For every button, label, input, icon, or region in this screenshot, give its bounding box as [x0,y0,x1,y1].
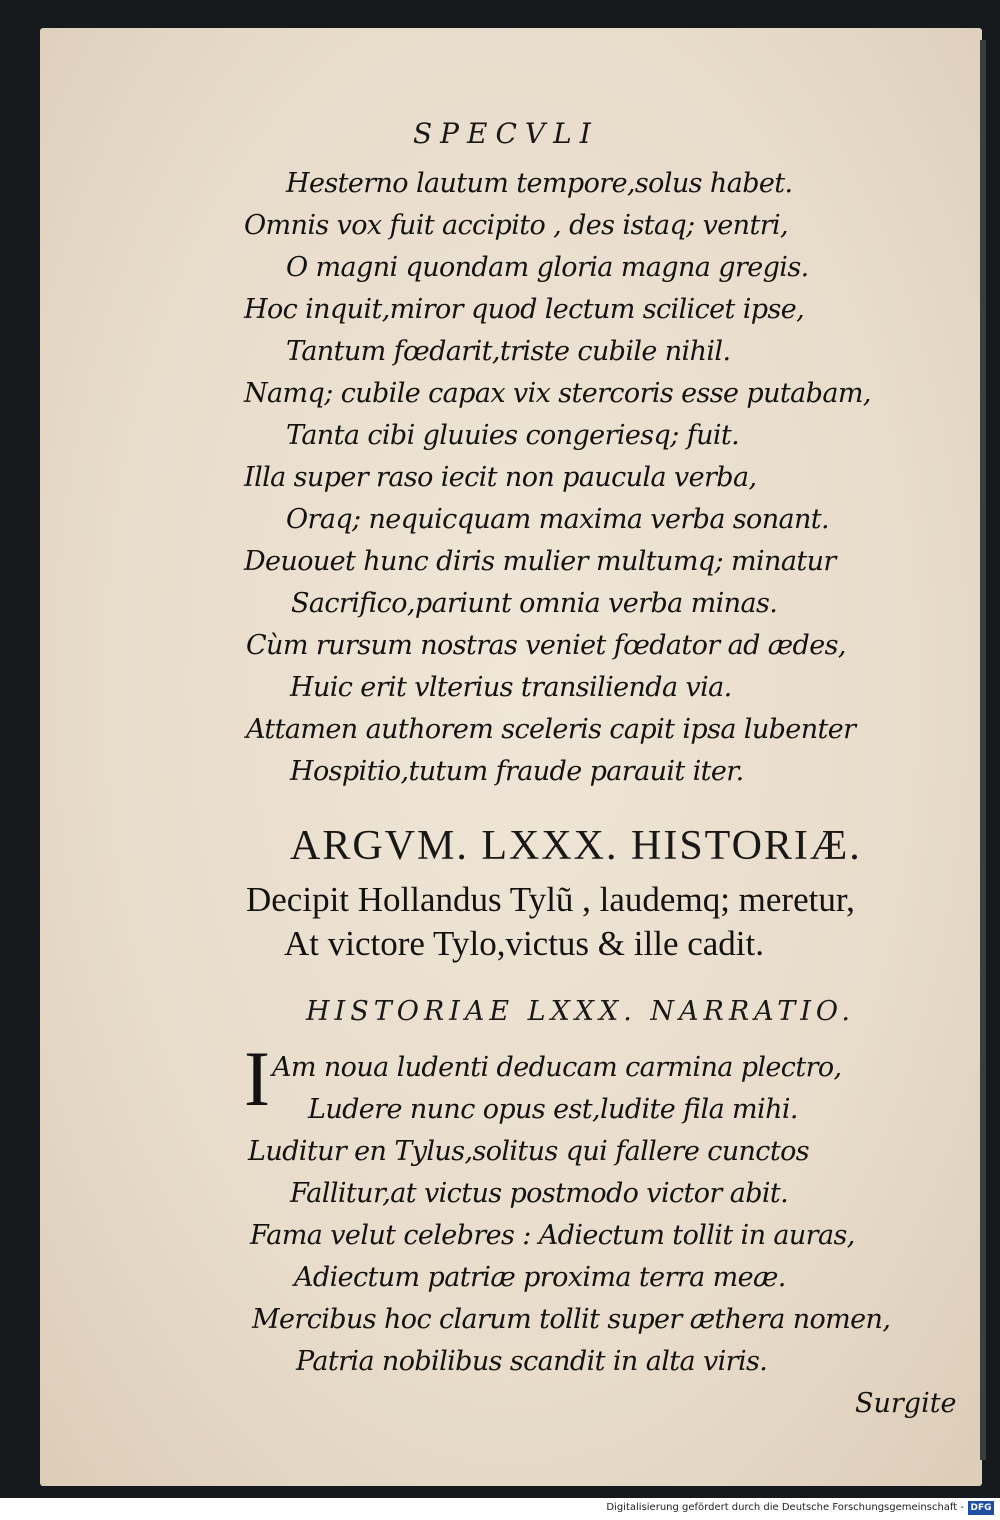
argument-line: At victore Tylo,victus & ille cadit. [284,924,765,963]
footer-bar [0,1498,1000,1520]
verse-line: Cùm rursum nostras veniet fœdator ad ædes, [246,630,846,661]
verse-line: Omnis vox fuit accipito , des istaq; ventri, [244,210,789,241]
verse-line: Deuouet hunc diris mulier multumq; minatur [244,546,836,577]
verse-line: Adiectum patriæ proxima terra meæ. [294,1262,786,1293]
drop-cap: I [244,1035,270,1122]
verse-line: Hospitio,tutum fraude parauit iter. [290,756,744,787]
verse-line: Namq; cubile capax vix stercoris esse putabam, [244,378,871,409]
verse-line: O magni quondam gloria magna gregis. [286,252,809,283]
funding-notice: Digitalisierung gefördert durch die Deutsche Forschungsgemeinschaft - [606,1502,964,1513]
verse-line: Patria nobilibus scandit in alta viris. [296,1346,768,1377]
verse-line: Fallitur,at victus postmodo victor abit. [290,1178,789,1209]
verse-line: Fama velut celebres : Adiectum tollit in auras, [250,1220,855,1251]
verse-line: Tantum fœdarit,triste cubile nihil. [286,336,731,367]
verse-line: Attamen authorem sceleris capit ipsa lubenter [246,714,856,745]
verse-line: Hesterno lautum tempore,solus habet. [286,168,793,199]
verse-line: Tanta cibi gluuies congeriesq; fuit. [286,420,740,451]
verse-line: Am noua ludenti deducam carmina plectro, [272,1052,842,1083]
page-binding-edge [980,40,986,1460]
verse-line: Illa super raso iecit non paucula verba, [244,462,757,493]
narratio-heading: HISTORIAE LXXX. NARRATIO. [306,996,856,1027]
dfg-logo: DFG [968,1501,994,1515]
running-head: SPECVLI [413,117,599,150]
section-heading: ARGVM. LXXX. HISTORIÆ. [290,823,862,869]
verse-line: Hoc inquit,miror quod lectum scilicet ipse, [244,294,805,325]
verse-line: Mercibus hoc clarum tollit super æthera nomen, [252,1304,891,1335]
verse-line: Ludere nunc opus est,ludite fila mihi. [308,1094,798,1125]
verse-line: Huic erit vlterius transilienda via. [290,672,732,703]
verse-line: Oraq; nequicquam maxima verba sonant. [286,504,830,535]
verse-line: Sacrifico,pariunt omnia verba minas. [291,588,778,619]
verse-line: Luditur en Tylus,solitus qui fallere cunctos [248,1136,809,1167]
catchword: Surgite [855,1388,957,1419]
argument-line: Decipit Hollandus Tylũ , laudemq; meretur, [246,880,855,919]
